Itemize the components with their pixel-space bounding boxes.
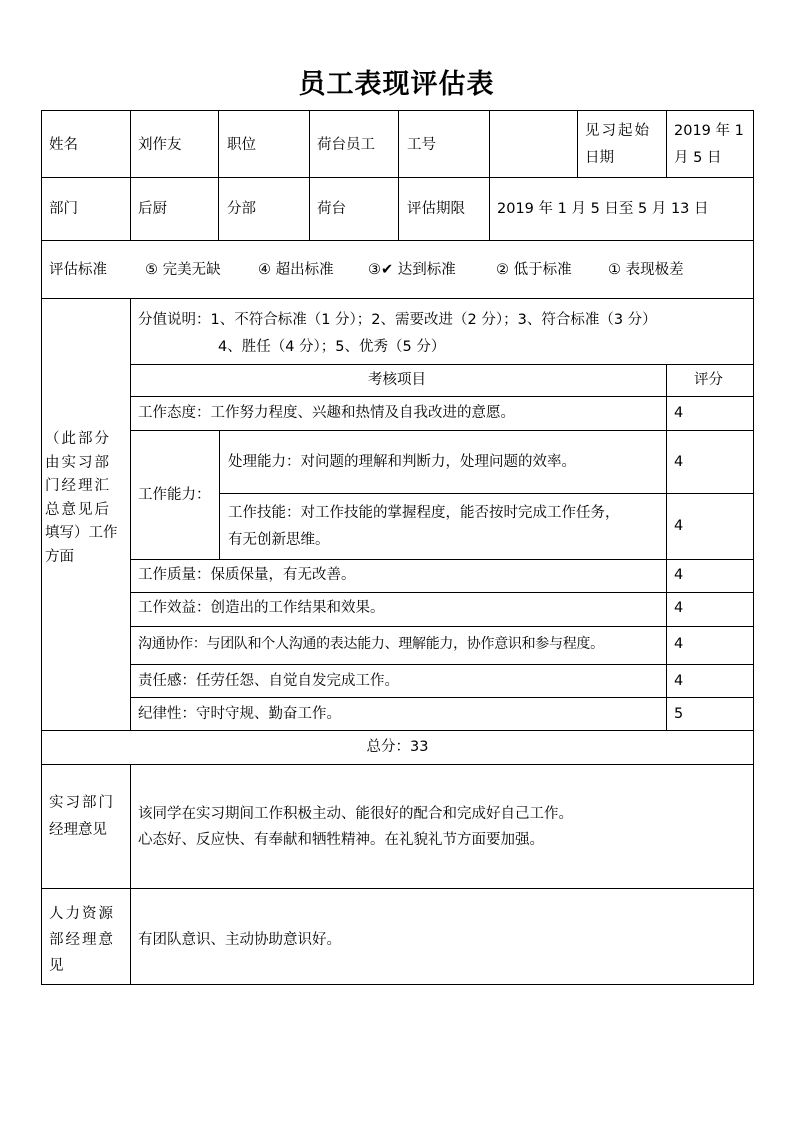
- item-work-skills-line1: 工作技能：对工作技能的掌握程度，能否按时完成工作任务，: [228, 505, 620, 521]
- standard-option: ④ 超出标准: [258, 262, 334, 278]
- branch-value: 荷台: [317, 201, 346, 217]
- name-value: 刘作友: [138, 137, 182, 153]
- standard-option: ② 低于标准: [496, 262, 572, 278]
- branch-label: 分部: [227, 201, 256, 217]
- item-communication: 沟通协作：与团队和个人沟通的表达能力、理解能力，协作意识和参与程度。: [138, 636, 604, 652]
- standard-option: ⑤ 完美无缺: [145, 262, 221, 278]
- department-label: 部门: [49, 201, 78, 217]
- score-communication: 4: [674, 636, 684, 652]
- hr-opinion-text: 有团队意识、主动协助意识好。: [138, 932, 341, 948]
- score-note-line1: 分值说明：1、不符合标准（1 分）；2、需要改进（2 分）；3、符合标准（3 分）: [138, 312, 657, 328]
- dept-opinion-label-line2: 经理意见: [49, 822, 107, 838]
- hr-opinion-label-line3: 见: [49, 958, 64, 974]
- dept-opinion-label-line1: 实习部门: [49, 795, 115, 811]
- item-responsibility: 责任感：任劳任怨、自觉自发完成工作。: [138, 673, 399, 689]
- start-date-label-line1: 见习起始: [585, 123, 651, 139]
- item-work-benefit: 工作效益：创造出的工作结果和效果。: [138, 600, 385, 616]
- dept-opinion-text-line1: 该同学在实习期间工作积极主动、能很好的配合和完成好自己工作。: [138, 806, 573, 822]
- score-work-benefit: 4: [674, 600, 684, 616]
- score-note-line2: 4、胜任（4 分）；5、优秀（5 分）: [218, 339, 446, 355]
- start-date-value-line1: 2019 年 1: [674, 123, 744, 139]
- item-work-quality: 工作质量：保质保量，有无改善。: [138, 567, 356, 583]
- score-discipline: 5: [674, 706, 684, 722]
- score-work-quality: 4: [674, 567, 684, 583]
- section-side-label: （此部分 由实习部 门经理汇 总意见后 填写）工作 方面: [45, 431, 118, 565]
- employee-id-label: 工号: [407, 137, 436, 153]
- department-value: 后厨: [138, 201, 167, 217]
- period-label: 评估期限: [407, 201, 465, 217]
- position-label: 职位: [227, 137, 256, 153]
- item-handling-ability: 处理能力：对问题的理解和判断力，处理问题的效率。: [228, 454, 576, 470]
- score-work-attitude: 4: [674, 405, 684, 421]
- standard-option: ③✔ 达到标准: [368, 262, 456, 278]
- name-label: 姓名: [49, 137, 78, 153]
- score-handling-ability: 4: [674, 454, 684, 470]
- hr-opinion-label-line1: 人力资源: [49, 906, 115, 922]
- score-work-skills: 4: [674, 518, 684, 534]
- page-title: 员工表现评估表: [298, 69, 495, 100]
- start-date-label-line2: 日期: [585, 150, 614, 166]
- period-value: 2019 年 1 月 5 日至 5 月 13 日: [497, 201, 709, 217]
- hr-opinion-label-line2: 部经理意: [49, 932, 115, 948]
- position-value: 荷台员工: [317, 137, 375, 153]
- work-ability-label: 工作能力：: [138, 487, 211, 503]
- standard-option: ① 表现极差: [608, 262, 684, 278]
- column-header-item: 考核项目: [368, 372, 426, 388]
- standard-label: 评估标准: [49, 262, 107, 278]
- item-work-attitude: 工作态度：工作努力程度、兴趣和热情及自我改进的意愿。: [138, 405, 515, 421]
- start-date-value-line2: 月 5 日: [674, 150, 722, 166]
- column-header-score: 评分: [694, 372, 723, 388]
- item-discipline: 纪律性：守时守规、勤奋工作。: [138, 706, 341, 722]
- dept-opinion-text-line2: 心态好、反应快、有奉献和牺牲精神。在礼貌礼节方面要加强。: [138, 832, 544, 848]
- item-work-skills-line2: 有无创新思维。: [228, 532, 330, 548]
- total-score: 总分：33: [366, 739, 429, 755]
- score-responsibility: 4: [674, 673, 684, 689]
